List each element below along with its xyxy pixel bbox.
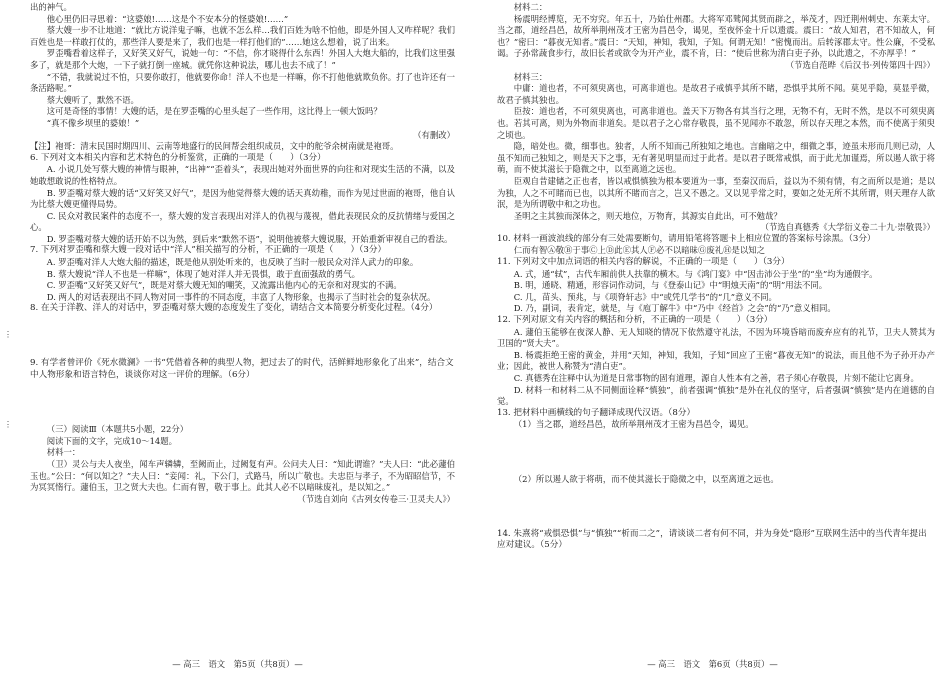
- binding-mark: ⋮: [4, 330, 12, 339]
- answer-space: [30, 397, 455, 408]
- passage-line: D. 两人的对话表现出不同人物对同一事件的不同态度，丰富了人物形象，也揭示了当时社会的复杂状况。: [46, 291, 436, 302]
- passage-line: 材料二：: [513, 2, 548, 12]
- passage-line: （节选自刘向《古列女传卷三·卫灵夫人》）: [297, 493, 455, 504]
- answer-space: [497, 447, 935, 458]
- passage-line: 仁而有智Ⓐ敬Ⓑ于事Ⓒ上Ⓓ此Ⓔ其人Ⓕ必不以暗昧Ⓖ废礼Ⓗ是以知之: [513, 245, 766, 256]
- passage-line: A. 式，通“轼”，古代车厢前供人扶靠的横木。与《鸿门宴》中“因击沛公于坐”的“坐”均为通假字。: [513, 268, 878, 279]
- passage-line: 圣明之主其独而深体之，则天地位，万物育，其源实自此出，可不勉哉？: [513, 210, 782, 221]
- passage-line: C. 民众对教民案件的态度不一，蔡大嫂的发言表现出对洋人的仇视与蔑视，借此表现民众的反抗情绪与爱国之心。: [30, 210, 455, 233]
- passage-line: “不错，我就说过不怕，只要你敢打，他就要你命！洋人不也是一样嘛，你不打他他就欺负你。打了也许还有一条活路呢。”: [30, 71, 455, 94]
- passage-line: （节选自真德秀《大学衍义卷二十九·崇敬畏》）: [760, 222, 935, 233]
- left-column: [30, 2, 455, 655]
- passage-line: 这可是奇怪的事情！大嫂的话，是在罗歪嘴的心里头起了一些作用，这比得上一顿大饭吗？: [46, 106, 382, 117]
- passage-line: “真不像乡坝里的婆娘！”: [46, 117, 140, 128]
- question-text: 11. 下列对文中加点词语的相关内容的解说，不正确的一项是（ ）（3分）: [497, 257, 790, 268]
- passage-line: 他心里仍旧寻思着：“这婆娘!……这是个不安本分的怪婆娘!……”: [46, 13, 289, 24]
- passage-line: A. 蘧伯玉能够在夜深人静、无人知晓的情况下依然遵守礼法，不因为环境昏暗而废弃应有的礼节，卫夫人赞其为卫国的“贤大夫”。: [497, 326, 935, 349]
- page-right: [475, 0, 950, 673]
- passage-line: D. 罗歪嘴对蔡大嫂的话开始不以为然，到后来“默然不语”，说明他被蔡大嫂说服，开始重新审视自己的看法。: [46, 233, 453, 244]
- question-text: 8. 在关于洋教、洋人的对话中，罗歪嘴对蔡大嫂的态度发生了变化，请结合文本简要分析变化过程。（4分）: [30, 303, 438, 314]
- passage-line: B. 罗歪嘴对蔡大嫂的话“又好笑又好气”，是因为他觉得蔡大嫂的话天真幼稚，而作为见过世面的袍哥，他自认为比蔡大嫂更懂得局势。: [30, 187, 455, 210]
- passage-line: A. 小说几处写蔡大嫂的神情与眼神，“出神”“歪着头”，表现出她对外面世界的向往和对现实生活的不满，以及她敢想敢说的性格特点。: [30, 164, 455, 186]
- passage-line: 杨震明经博览，无不穷究。年五十，乃始仕州郡。大将军邓骘闻其贤而辟之，举茂才，四迁荆州刺史、东莱太守。当之郡，道经昌邑，故所举荆州茂才王密为昌邑令，谒见，至夜怀金十斤以遗震。震曰：“故人知君，君不知故人，何也？”密曰：“暮夜无知者。”震曰：“天知，神知，我知，子知。何谓无知！”密愧而出。后转涿郡太守。性公廉，不受私谒。子孙常蔬食步行，故旧长者或欲令为开产业，震不肯，曰：“使后世称为清白吏子孙，以此遗之，不亦厚乎！”: [497, 13, 935, 59]
- passage-line: D. 乃，副词，表肯定，就是，与《庖丁解牛》中“乃中《经首》之会”的“乃”意义相同。: [513, 303, 836, 314]
- passage-line: （1）当之郡，道经昌邑，故所举荆州茂才王密为昌邑令，谒见。: [513, 419, 754, 430]
- passage-line: 隐，暗处也。微，细事也。独者，人所不知而己所独知之地也。言幽暗之中，细微之事，迹虽未形而几则已动，人虽不知而己独知之，则是天下之事，无有著见明显而过于此者。是以君子既常戒惧，而于此尤加谨焉，所以遏人欲于将萌，而不使其滋长于隐微之中，以至离道之远也。: [497, 141, 935, 175]
- passage-line: 材料一：: [46, 447, 81, 458]
- question-text: 10. 材料一画波浪线的部分有三处需要断句，请用铅笔将答题卡上相应位置的答案标号涂黑。（3分）: [497, 233, 876, 244]
- question-text: 12. 下列对原文有关内容的概括和分析，不正确的一项是（ ）（3分）: [497, 315, 773, 326]
- right-column: [497, 2, 935, 655]
- question-text: 7. 下列对罗歪嘴和蔡大嫂一段对话中“洋人”相关描写的分析，不正确的一项是（ ）（3分）: [30, 245, 387, 256]
- passage-line: A. 罗歪嘴对洋人大炮大船的描述，既是他从别处听来的，也反映了当时一般民众对洋人武力的印象。: [46, 257, 419, 268]
- passage-line: B. 蔡大嫂说“洋人不也是一样嘛”，体现了她对洋人并无畏惧，敢于直面强敌的勇气。: [46, 268, 360, 279]
- question-text: 14. 朱熹将“戒惧恐惧”与“慎独”“析而二之”，请谈谈二者有何不同，并为身处“隐形”互联网生活中的当代青年提出应对建议。（5分）: [497, 528, 927, 551]
- question-text: 6. 下列对文本相关内容和艺术特色的分析鉴赏，正确的一项是（ ）（3分）: [30, 152, 326, 163]
- passage-line: C. 几，苗头、预兆，与《项脊轩志》中“或凭几学书”的“几”意义不同。: [513, 291, 777, 302]
- answer-space: [30, 331, 455, 342]
- question-text: 13. 把材料中画横线的句子翻译成现代汉语。（8分）: [497, 407, 696, 418]
- passage-line: D. 材料一和材料二从不同侧面诠释“慎独”，前者强调“慎独”是外在礼仪的坚守，后者强调“慎独”是内在道德的自觉。: [497, 384, 935, 407]
- passage-line: 蔡大嫂一步不让地道：“就比方说洋鬼子嘛，也就不怎么样…我们百姓为啥不怕他，即是外国人又咋样呢？我们百姓也是一样敢打仗的，那些洋人要是来了，我们也是一样打他们的”……她这么想着，说了出来。: [30, 25, 455, 47]
- answer-space: [497, 502, 935, 513]
- binding-mark: ⋮: [4, 420, 12, 429]
- passage-line: 【注】袍哥：清末民国时期四川、云南等地盛行的民间帮会组织成员，文中的舵爷余树南就是袍哥。: [30, 141, 399, 152]
- passage-line: 中庸：道也者，不可须臾离也，可离非道也。是故君子戒慎乎其所不睹，恐惧乎其所不闻。莫见乎隐，莫显乎微，故君子慎其独也。: [497, 83, 935, 105]
- passage-line: B. 杨震拒绝王密的黄金，并用“天知，神知，我知，子知”回应了王密“暮夜无知”的说法，而且他不为子孙开办产业；因此，被世人称赞为“清白吏”。: [497, 349, 935, 372]
- passage-line: （卫）灵公与夫人夜坐，闻车声辚辚，至阙而止，过阙复有声。公问夫人曰：“知此谓谁？”夫人曰：“此必蘧伯玉也。”公曰：“何以知之？”夫人曰：“妾闻：礼，下公门，式路马，所以广敬也。夫忠臣与孝子，不为昭昭信节，不为冥冥惰行。蘧伯玉，卫之贤大夫也。仁而有智，敬于事上。此其人必不以暗昧废礼，是以知之。”: [30, 459, 455, 493]
- passage-line: 材料三：: [513, 71, 548, 82]
- passage-line: 臣观自昔建储之正也者，皆以戒惧慎独为根本要道为一事，至秦汉而后，益以为不须有情，有之而所以是道；是以为独，人之不可睹而已也，以其所不睹而言之，岂又不愚之。又以见乎常之时，要如之处无所不其所谓，则天理存人欲泯，是为所谓敬中和之功也。: [497, 175, 935, 210]
- passage-line: （有删改）: [413, 129, 455, 140]
- passage-line: （节选自范晔《后汉书·列传第四十四》）: [785, 59, 935, 70]
- passage-line: 罗歪嘴看着这样子，又好笑又好气，说她一句：“不信，你才晓得什么东西！外国人大炮大船的，比我们这里强多了，就是那个大炮，一下子就打倒一座城。就凭你这种说法，哪儿也去不成了！”: [30, 48, 455, 70]
- passage-line: 蔡大嫂听了，默然不语。: [46, 94, 139, 105]
- passage-line: C. 真德秀在注释中认为道是日常事物的固有道理，源自人性本有之善，君子须心存敬畏，片刻不能让它离身。: [513, 373, 919, 383]
- page-footer-right: — 高三 语文 第6页（共8页）—: [647, 659, 778, 669]
- passage-line: C. 罗歪嘴“又好笑又好气”，既是对蔡大嫂无知的嘲笑，又流露出他内心的无奈和对现实的不满。: [46, 280, 402, 291]
- passage-line: （三）阅读Ⅲ（本题共5小题，22分）: [46, 424, 189, 435]
- passage-line: B. 明，通晓、精通，形容词作动词，与《登泰山记》中“明烛天南”的“明”用法不同。: [513, 280, 828, 291]
- passage-line: （2）所以遏人欲于将萌，而不使其滋长于隐微之中，以至离道之远也。: [513, 473, 779, 484]
- passage-line: 臣按：道也者，不可须臾离也，可离非道也。盖天下万物各有其当行之理，无物不有，无时不然，是以不可须臾离也。若其可离，则为外物而非道矣。是以君子之心常存敬畏，虽不见闻亦不敢忽，所以存天理之本然，而不使离于须臾之顷也。: [497, 106, 935, 140]
- question-text: 9. 有学者曾评价《死水微澜》一书“凭借着各种的典型人物，把过去了的时代，活鲜鲜地形象化了出来”，结合文中人物形象和语言特色，谈谈你对这一评价的理解。（6分）: [30, 358, 454, 380]
- passage-line: 阅读下面的文字，完成10～14题。: [46, 435, 177, 446]
- page-footer-left: — 高三 语文 第5页（共8页）—: [172, 659, 303, 669]
- passage-line: 出的神气。: [30, 2, 72, 12]
